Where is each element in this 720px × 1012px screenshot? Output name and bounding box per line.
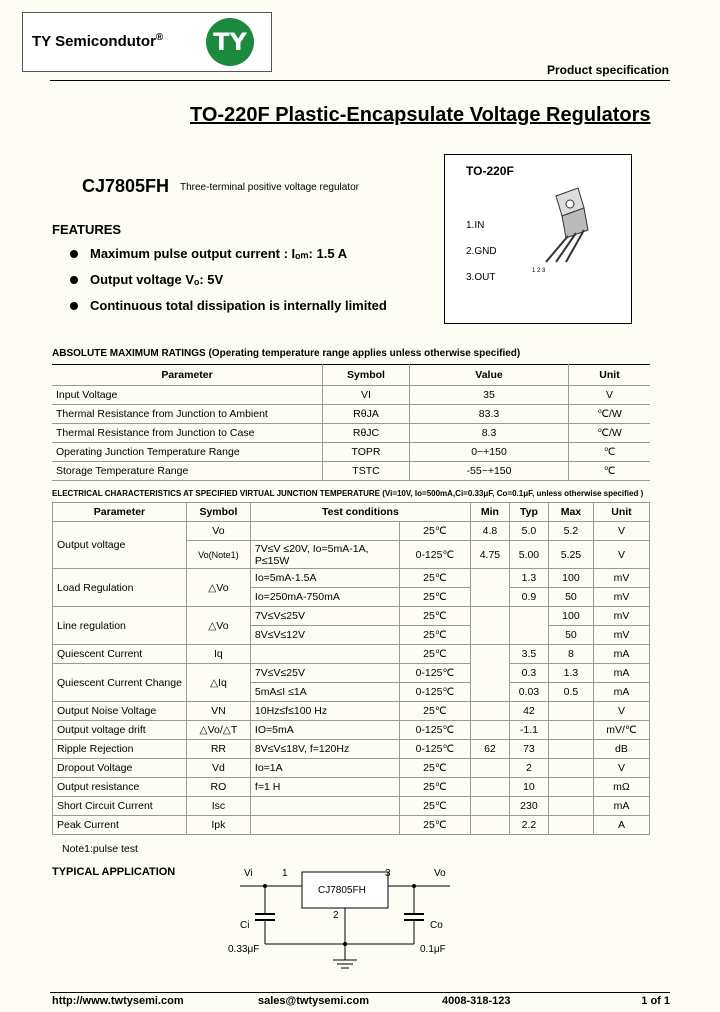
feature-item: Maximum pulse output current : Iₒₘ: 1.5 A xyxy=(70,246,347,262)
footer-url[interactable]: http://www.twtysemi.com xyxy=(52,995,184,1007)
features-heading: FEATURES xyxy=(52,222,122,237)
ec-row: Load Regulation △Vo Io=5mA-1.5A 25℃ 1.3 100 mV xyxy=(53,569,650,588)
ec-row: Quiescent Current Iq 25℃ 3.5 8 mA xyxy=(53,645,650,664)
feature-item: Continuous total dissipation is internally limited xyxy=(70,298,387,313)
amr-row: Storage Temperature Range TSTC -55~+150 ℃ xyxy=(52,462,650,481)
page-title: TO-220F Plastic-Encapsulate Voltage Regulators xyxy=(190,104,651,126)
pin-numbers: 1 2 3 xyxy=(532,268,546,274)
ec-col-header: Unit xyxy=(593,503,649,522)
company-logo: TY xyxy=(206,18,254,66)
co-value: 0.1μF xyxy=(420,944,446,955)
part-description: Three-terminal positive voltage regulator xyxy=(180,182,359,193)
part-number: CJ7805FH xyxy=(82,176,170,196)
package-drawing xyxy=(526,186,606,276)
ec-row: Short Circuit Current Isc 25℃ 230 mA xyxy=(53,797,650,816)
amr-row: Operating Junction Temperature Range TOPR 0~+150 ℃ xyxy=(52,443,650,462)
pin-2-label: 2.GND xyxy=(466,246,497,257)
ec-row: 5mA≤I ≤1A 0-125℃ 0.03 0.5 mA xyxy=(53,683,650,702)
ec-row: Output resistance RO f=1 H 25℃ 10 mΩ xyxy=(53,778,650,797)
package-name: TO-220F xyxy=(466,164,514,178)
pin-3-label: 3.OUT xyxy=(466,272,496,283)
ec-col-header: Typ xyxy=(509,503,548,522)
product-spec-label: Product specification xyxy=(546,63,669,77)
amr-heading: ABSOLUTE MAXIMUM RATINGS (Operating temperature range applies unless otherwise specified) xyxy=(52,348,521,359)
ci-value: 0.33μF xyxy=(228,944,260,955)
feature-item: Output voltage Vₒ: 5V xyxy=(70,272,223,287)
pin3-num: 3 xyxy=(385,868,391,879)
ec-col-header: Parameter xyxy=(53,503,187,522)
ec-row: Output voltage drift △Vo/△T IO=5mA 0-125℃ -1.1 mV/℃ xyxy=(53,721,650,740)
amr-row: Thermal Resistance from Junction to Ambient RθJA 83.3 ℃/W xyxy=(52,405,650,424)
ec-row: Line regulation △Vo 7V≤V≤25V 25℃ 100 mV xyxy=(53,607,650,626)
amr-table xyxy=(52,364,650,481)
vi-label: Vi xyxy=(244,868,253,879)
ci-label: Ci xyxy=(240,920,250,931)
ec-table xyxy=(52,502,650,835)
header-rule xyxy=(50,80,670,81)
ec-heading: ELECTRICAL CHARACTERISTICS AT SPECIFIED VIRTUAL JUNCTION TEMPERATURE (Vi=10V, Io=500mA,Ci=0.33μF, Co=0.1μF, unless otherwise specified ) xyxy=(52,489,644,498)
footer-page: 1 of 1 xyxy=(641,995,670,1007)
amr-row: Thermal Resistance from Junction to Case RθJC 8.3 ℃/W xyxy=(52,424,650,443)
vo-label: Vo xyxy=(434,868,446,879)
ec-row: Quiescent Current Change △Iq 7V≤V≤25V 0-125℃ 0.3 1.3 mA xyxy=(53,664,650,683)
ec-row: Ripple Rejection RR 8V≤V≤18V, f=120Hz 0-125℃ 62 73 dB xyxy=(53,740,650,759)
ec-col-header: Test conditions xyxy=(250,503,470,522)
footer-email[interactable]: sales@twtysemi.com xyxy=(258,995,369,1007)
ec-row: Output Noise Voltage VN 10Hz≤f≤100 Hz 25℃ 42 V xyxy=(53,702,650,721)
chip-label: CJ7805FH xyxy=(318,885,366,896)
co-label: Co xyxy=(430,920,443,931)
pin1-num: 1 xyxy=(282,868,288,879)
footer-phone: 4008-318-123 xyxy=(442,995,511,1007)
ec-row: Dropout Voltage Vd Io=1A 25℃ 2 V xyxy=(53,759,650,778)
ec-row: Io=250mA-750mA 25℃ 0.9 50 mV xyxy=(53,588,650,607)
typical-app-heading: TYPICAL APPLICATION xyxy=(52,866,176,878)
note-text: Note1:pulse test xyxy=(62,843,138,855)
typical-circuit xyxy=(220,862,460,974)
company-name: TY Semicondutor® xyxy=(32,32,164,50)
pin2-num: 2 xyxy=(333,910,339,921)
ec-row: 8V≤V≤12V 25℃ 50 mV xyxy=(53,626,650,645)
pin-1-label: 1.IN xyxy=(466,220,485,231)
amr-col-header: Symbol xyxy=(323,365,410,386)
amr-col-header: Value xyxy=(410,365,569,386)
ec-col-header: Min xyxy=(470,503,509,522)
ec-row: Output voltage Vo 25℃ 4.8 5.0 5.2 V xyxy=(53,522,650,541)
amr-col-header: Unit xyxy=(569,365,651,386)
amr-col-header: Parameter xyxy=(52,365,323,386)
amr-row: Input Voltage VI 35 V xyxy=(52,386,650,405)
ec-col-header: Max xyxy=(548,503,593,522)
footer-rule xyxy=(50,992,670,993)
ec-row: Vo(Note1) 7V≤V ≤20V, Io=5mA-1A, P≤15W 0-125℃ 4.75 5.00 5.25 V xyxy=(53,541,650,569)
ec-row: Peak Current Ipk 25℃ 2.2 A xyxy=(53,816,650,835)
ec-col-header: Symbol xyxy=(186,503,250,522)
